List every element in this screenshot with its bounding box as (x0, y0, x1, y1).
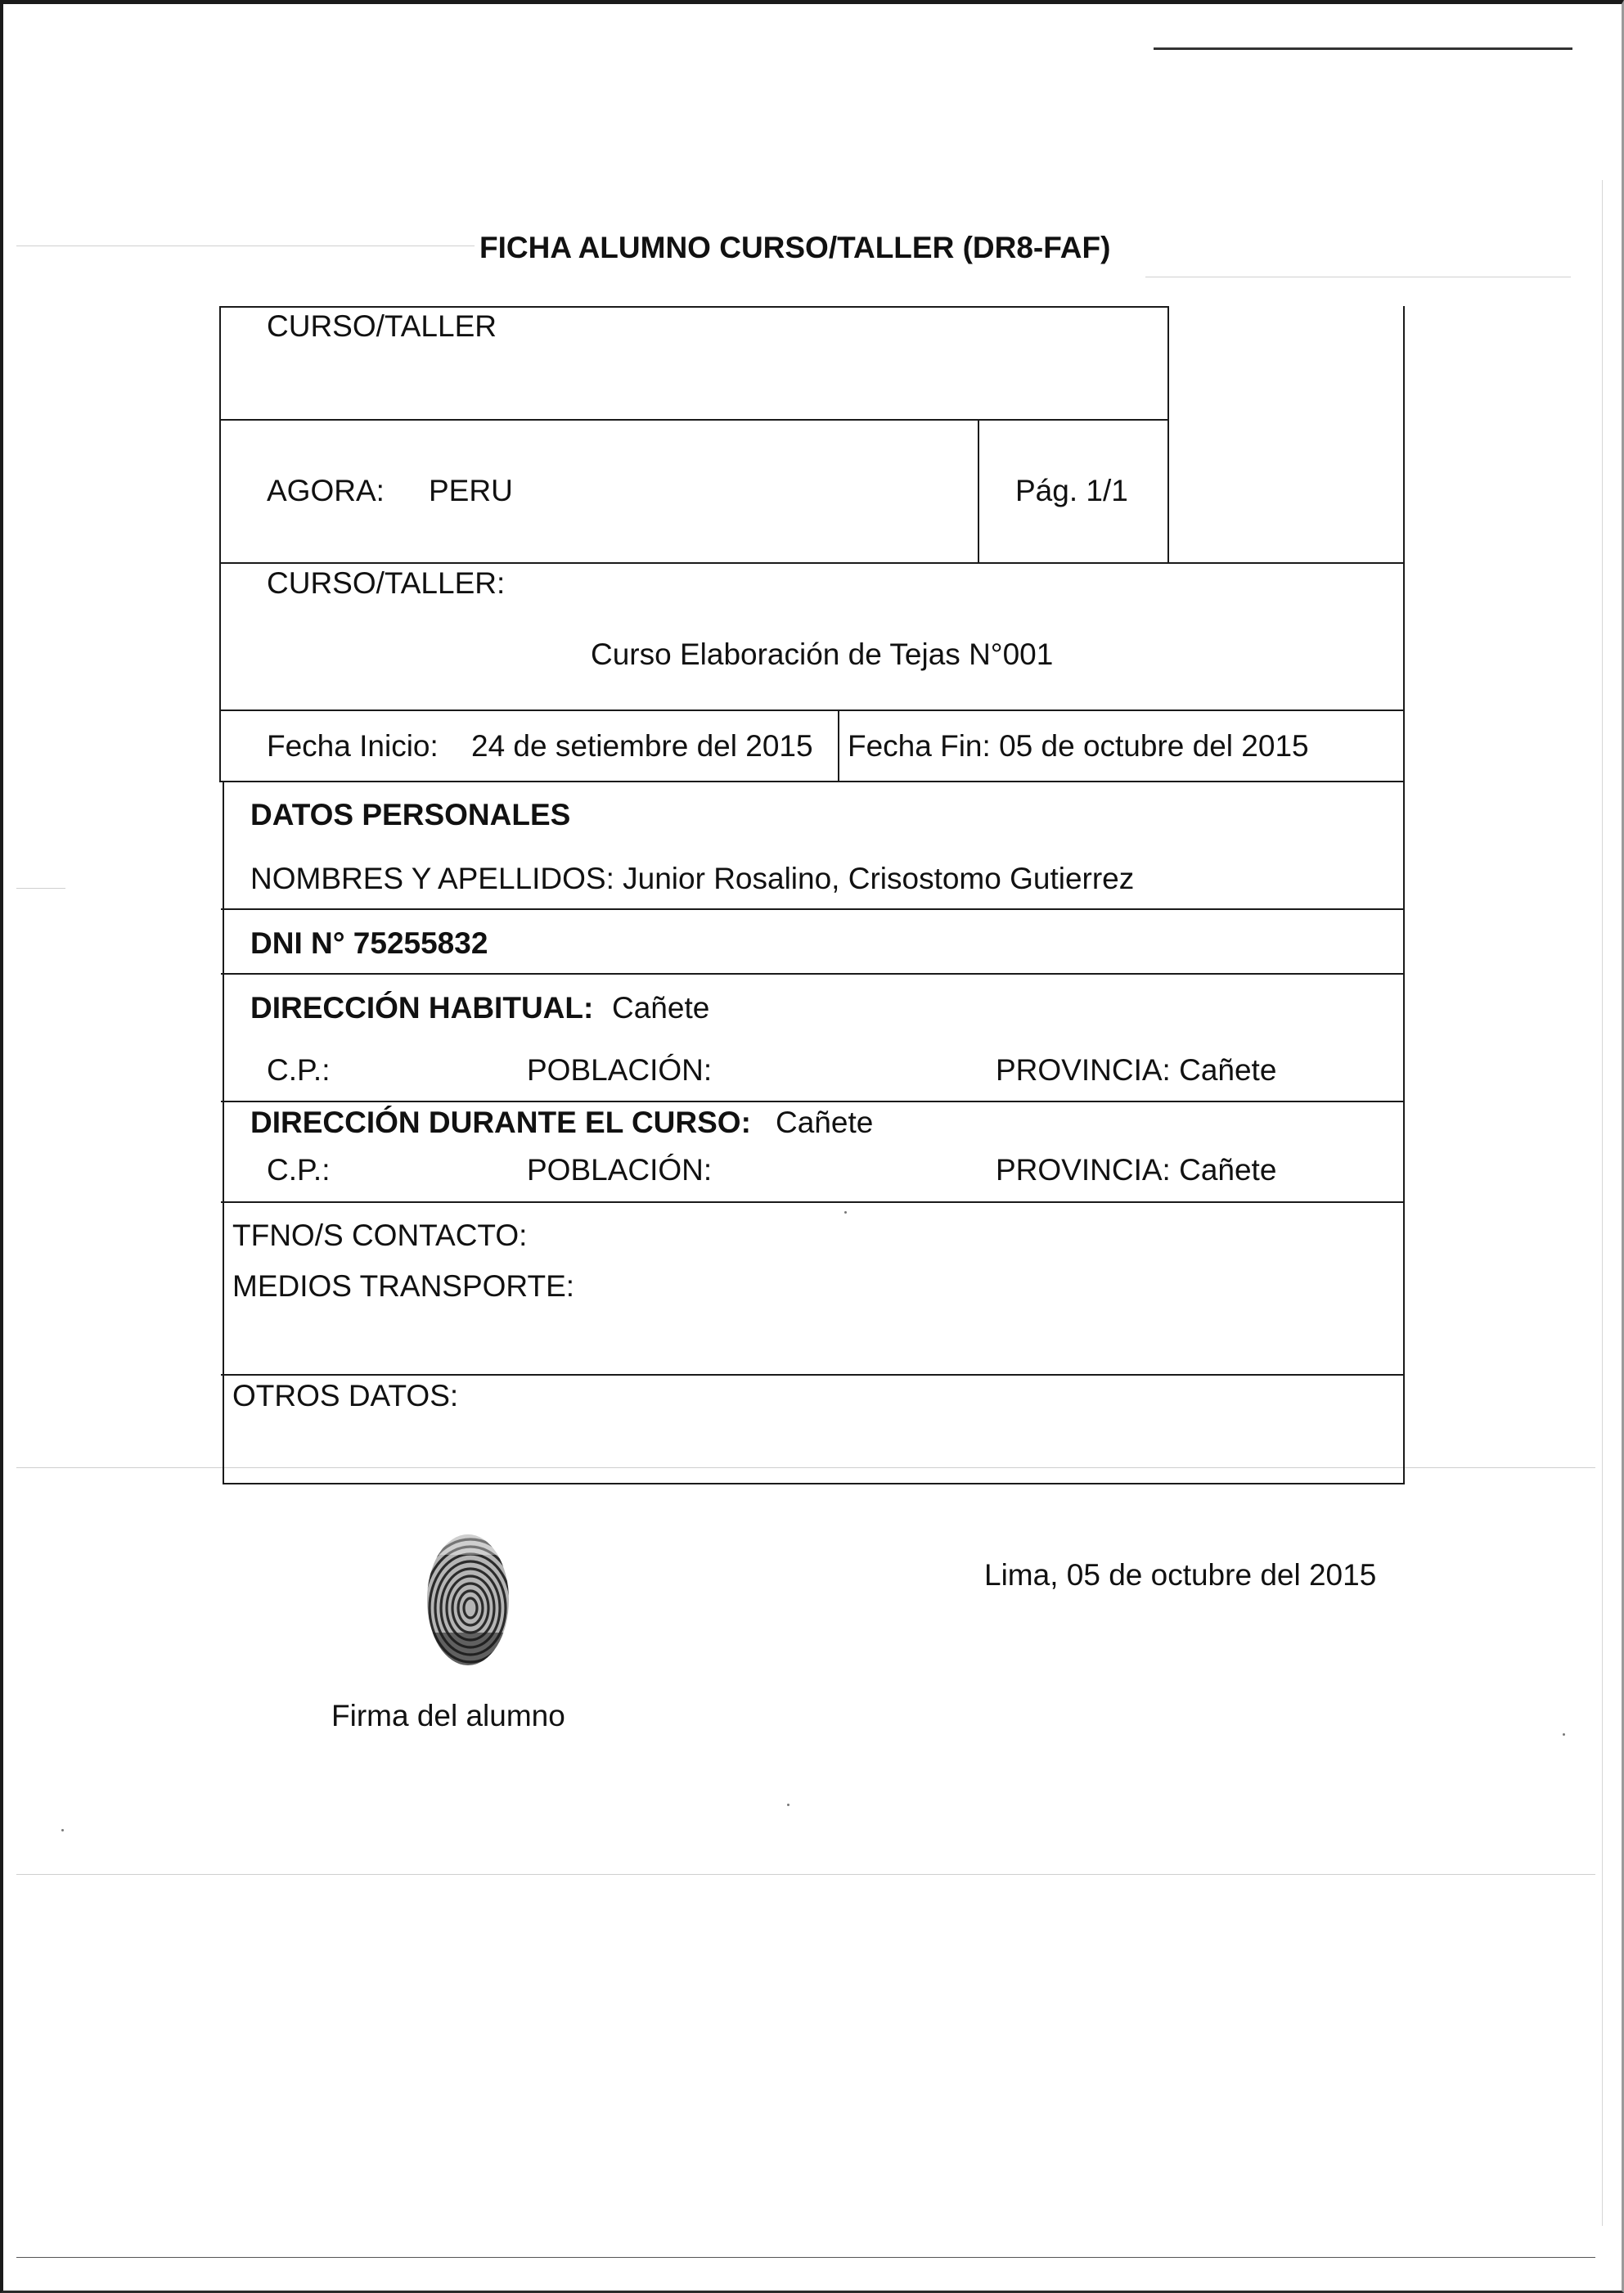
page-indicator: Pág. 1/1 (1015, 474, 1128, 507)
fingerprint-icon (413, 1530, 524, 1669)
top-rule (1154, 47, 1572, 50)
course-name: Curso Elaboración de Tejas N°001 (591, 637, 1054, 671)
scan-speck (844, 1211, 847, 1214)
course-address-label: DIRECCIÓN DURANTE EL CURSO: (250, 1106, 751, 1139)
scan-speck (787, 1804, 790, 1806)
scan-speck (1563, 1733, 1565, 1736)
scan-artifact (16, 2257, 1595, 2258)
start-date-label: Fecha Inicio: (267, 729, 439, 763)
transport-label: MEDIOS TRANSPORTE: (232, 1269, 575, 1303)
end-date: Fecha Fin: 05 de octubre del 2015 (848, 729, 1309, 763)
agora-value: PERU (429, 474, 513, 507)
course-provincia: PROVINCIA: Cañete (996, 1153, 1277, 1187)
start-date-value: 24 de setiembre del 2015 (471, 729, 813, 763)
personal-data-heading: DATOS PERSONALES (250, 798, 571, 831)
contact-phone-label: TFNO/S CONTACTO: (232, 1219, 528, 1252)
full-name: NOMBRES Y APELLIDOS: Junior Rosalino, Crisostomo Gutierrez (250, 862, 1135, 895)
other-data-label: OTROS DATOS: (232, 1379, 459, 1412)
dni-number: DNI N° 75255832 (250, 926, 488, 960)
place-date: Lima, 05 de octubre del 2015 (984, 1558, 1377, 1592)
course-address-value: Cañete (776, 1106, 874, 1139)
habitual-poblacion-label: POBLACIÓN: (527, 1053, 713, 1087)
habitual-address-value: Cañete (612, 991, 710, 1025)
course-poblacion-label: POBLACIÓN: (527, 1153, 713, 1187)
course-label: CURSO/TALLER: (267, 566, 506, 600)
scan-artifact (1602, 180, 1603, 2226)
scan-artifact (16, 1467, 1595, 1468)
form-title: FICHA ALUMNO CURSO/TALLER (DR8-FAF) (479, 231, 1111, 264)
header-label: CURSO/TALLER (267, 309, 497, 343)
scan-artifact (16, 1874, 1595, 1875)
scan-speck (61, 1829, 64, 1831)
habitual-address-label: DIRECCIÓN HABITUAL: (250, 991, 594, 1025)
habitual-cp-label: C.P.: (267, 1053, 331, 1087)
signature-caption: Firma del alumno (331, 1699, 565, 1732)
scan-artifact (16, 888, 65, 889)
habitual-provincia: PROVINCIA: Cañete (996, 1053, 1277, 1087)
agora-label: AGORA: (267, 474, 385, 507)
course-cp-label: C.P.: (267, 1153, 331, 1187)
